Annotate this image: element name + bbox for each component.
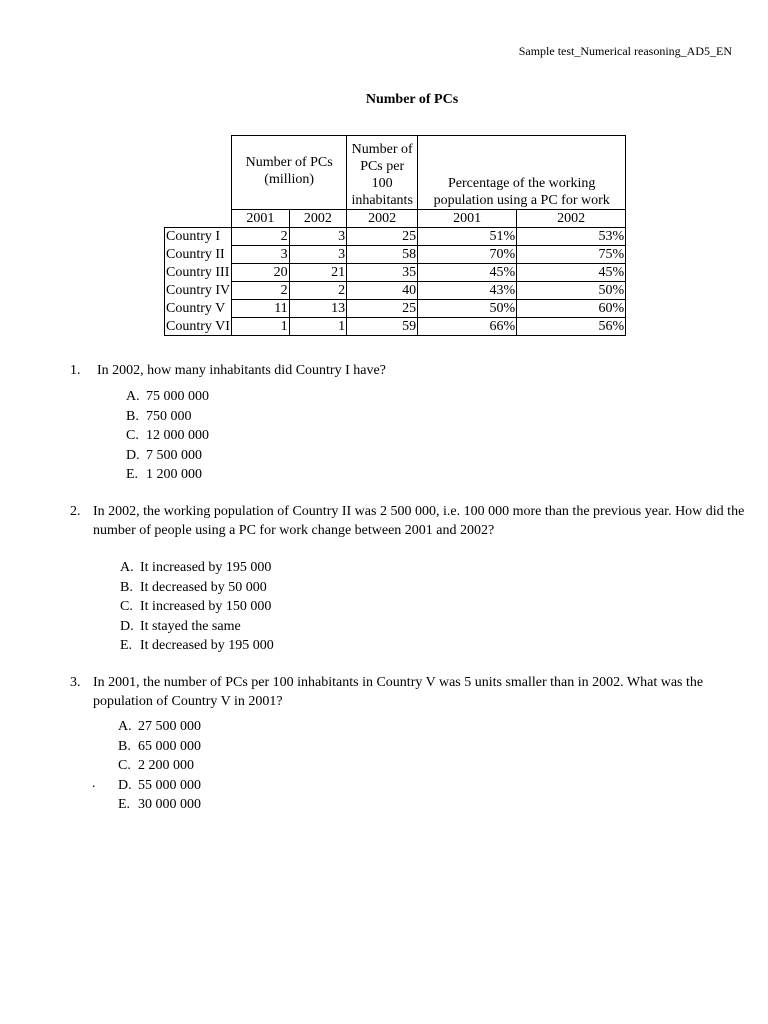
option-text: It stayed the same bbox=[140, 618, 241, 634]
option-letter: E. bbox=[118, 797, 131, 812]
option-text: 2 200 000 bbox=[138, 758, 194, 773]
answer-option bbox=[118, 737, 201, 757]
cell-country: Country III bbox=[165, 264, 232, 282]
cell-pcs-2001: 20 bbox=[232, 264, 290, 282]
answer-option bbox=[126, 387, 209, 407]
option-text: 12 000 000 bbox=[146, 428, 209, 443]
cell-pcs-2002: 13 bbox=[289, 300, 347, 318]
option-text: 55 000 000 bbox=[138, 777, 201, 793]
option-letter: C. bbox=[118, 758, 131, 773]
cell-working-2002: 50% bbox=[517, 282, 626, 300]
option-letter: A. bbox=[126, 389, 140, 404]
cell-per100-2002: 59 bbox=[347, 318, 418, 336]
table-row bbox=[165, 318, 626, 336]
cell-pcs-2002: 3 bbox=[289, 228, 347, 246]
cell-pcs-2001: 3 bbox=[232, 246, 290, 264]
option-letter: B. bbox=[120, 579, 133, 595]
cell-pcs-2001: 11 bbox=[232, 300, 290, 318]
table-row bbox=[165, 246, 626, 264]
question-1-options bbox=[126, 387, 209, 485]
header-working-population: Percentage of the working population using a PC for work bbox=[418, 136, 626, 210]
answer-option bbox=[118, 776, 201, 796]
subheader-working-2002: 2002 bbox=[517, 210, 626, 228]
option-text: It increased by 195 000 bbox=[140, 560, 272, 575]
answer-option bbox=[118, 717, 201, 737]
option-letter: B. bbox=[118, 738, 131, 754]
option-letter: D. bbox=[126, 447, 140, 463]
option-text: 75 000 000 bbox=[146, 389, 209, 404]
question-text: In 2002, the working population of Country II was 2 500 000, i.e. 100 000 more than the previous year. How did the number of people using a PC for work change between 2001 and 2002? bbox=[93, 504, 745, 538]
cell-per100-2002: 25 bbox=[347, 228, 418, 246]
cell-working-2002: 60% bbox=[517, 300, 626, 318]
question-text: In 2002, how many inhabitants did Country I have? bbox=[97, 363, 386, 378]
pcs-data-table bbox=[164, 135, 626, 336]
header-pcs-per-100: Number of PCs per 100 inhabitants bbox=[347, 136, 418, 210]
header-number-of-pcs: Number of PCs (million) bbox=[232, 136, 347, 210]
answer-option bbox=[120, 636, 274, 656]
option-text: 750 000 bbox=[146, 408, 192, 424]
cell-country: Country II bbox=[165, 246, 232, 264]
answer-option bbox=[120, 578, 274, 598]
option-text: 27 500 000 bbox=[138, 719, 201, 734]
table-row bbox=[165, 300, 626, 318]
cell-working-2001: 70% bbox=[418, 246, 517, 264]
option-letter: D. bbox=[120, 618, 134, 634]
question-number: 1. bbox=[70, 363, 81, 378]
question-text: In 2001, the number of PCs per 100 inhabitants in Country V was 5 units smaller than in 2002. What was the population of Country V in 2001? bbox=[93, 675, 704, 709]
option-letter: D. bbox=[118, 777, 132, 793]
cell-pcs-2002: 3 bbox=[289, 246, 347, 264]
cell-working-2001: 45% bbox=[418, 264, 517, 282]
stray-mark: . bbox=[92, 776, 96, 791]
cell-working-2002: 53% bbox=[517, 228, 626, 246]
answer-option bbox=[120, 597, 274, 617]
cell-working-2002: 56% bbox=[517, 318, 626, 336]
option-letter: E. bbox=[126, 467, 139, 482]
page-header-doc-ref: Sample test_Numerical reasoning_AD5_EN bbox=[518, 44, 732, 58]
cell-pcs-2001: 2 bbox=[232, 282, 290, 300]
option-letter: E. bbox=[120, 638, 133, 653]
cell-country: Country VI bbox=[166, 318, 230, 334]
option-letter: C. bbox=[120, 599, 133, 614]
option-text: It decreased by 195 000 bbox=[140, 638, 274, 653]
cell-pcs-2002: 2 bbox=[289, 282, 347, 300]
table-row bbox=[165, 228, 626, 246]
subheader-per100-2002: 2002 bbox=[347, 210, 418, 228]
cell-pcs-2001: 1 bbox=[232, 318, 290, 336]
cell-working-2001: 50% bbox=[418, 300, 517, 318]
option-text: 7 500 000 bbox=[146, 447, 202, 463]
cell-country: Country IV bbox=[166, 283, 231, 298]
cell-working-2002: 75% bbox=[517, 246, 626, 264]
answer-option bbox=[126, 407, 209, 427]
answer-option bbox=[120, 617, 274, 637]
cell-working-2001: 43% bbox=[418, 282, 517, 300]
answer-option bbox=[118, 756, 201, 776]
cell-per100-2002: 40 bbox=[347, 282, 418, 300]
table-row bbox=[165, 282, 626, 300]
question-3-options bbox=[118, 717, 201, 815]
answer-option bbox=[126, 465, 209, 485]
subheader-pcs-2002: 2002 bbox=[289, 210, 347, 228]
table-title: Number of PCs bbox=[365, 92, 459, 107]
option-text: It increased by 150 000 bbox=[140, 599, 272, 614]
cell-working-2002: 45% bbox=[517, 264, 626, 282]
question-1 bbox=[70, 361, 760, 380]
cell-country: Country I bbox=[165, 228, 232, 246]
table-row bbox=[165, 264, 626, 282]
cell-per100-2002: 35 bbox=[347, 264, 418, 282]
cell-per100-2002: 25 bbox=[347, 300, 418, 318]
option-letter: B. bbox=[126, 408, 139, 424]
question-number: 2. bbox=[70, 504, 81, 519]
cell-pcs-2001: 2 bbox=[232, 228, 290, 246]
question-number: 3. bbox=[70, 675, 81, 690]
subheader-pcs-2001: 2001 bbox=[232, 210, 290, 228]
option-text: It decreased by 50 000 bbox=[140, 579, 267, 595]
cell-country: Country V bbox=[165, 300, 232, 318]
answer-option bbox=[126, 446, 209, 466]
option-text: 1 200 000 bbox=[146, 467, 202, 482]
answer-option bbox=[120, 558, 274, 578]
answer-option bbox=[126, 426, 209, 446]
question-2 bbox=[70, 502, 748, 540]
question-2-options bbox=[120, 558, 274, 656]
subheader-working-2001: 2001 bbox=[418, 210, 517, 228]
answer-option bbox=[118, 795, 201, 815]
option-letter: A. bbox=[118, 719, 132, 734]
option-text: 30 000 000 bbox=[138, 797, 201, 812]
option-letter: A. bbox=[120, 560, 134, 575]
cell-pcs-2002: 21 bbox=[289, 264, 347, 282]
cell-working-2001: 66% bbox=[418, 318, 517, 336]
option-text: 65 000 000 bbox=[138, 738, 201, 754]
cell-working-2001: 51% bbox=[418, 228, 517, 246]
option-letter: C. bbox=[126, 428, 139, 443]
cell-per100-2002: 58 bbox=[347, 246, 418, 264]
question-3 bbox=[70, 673, 750, 711]
cell-pcs-2002: 1 bbox=[289, 318, 347, 336]
